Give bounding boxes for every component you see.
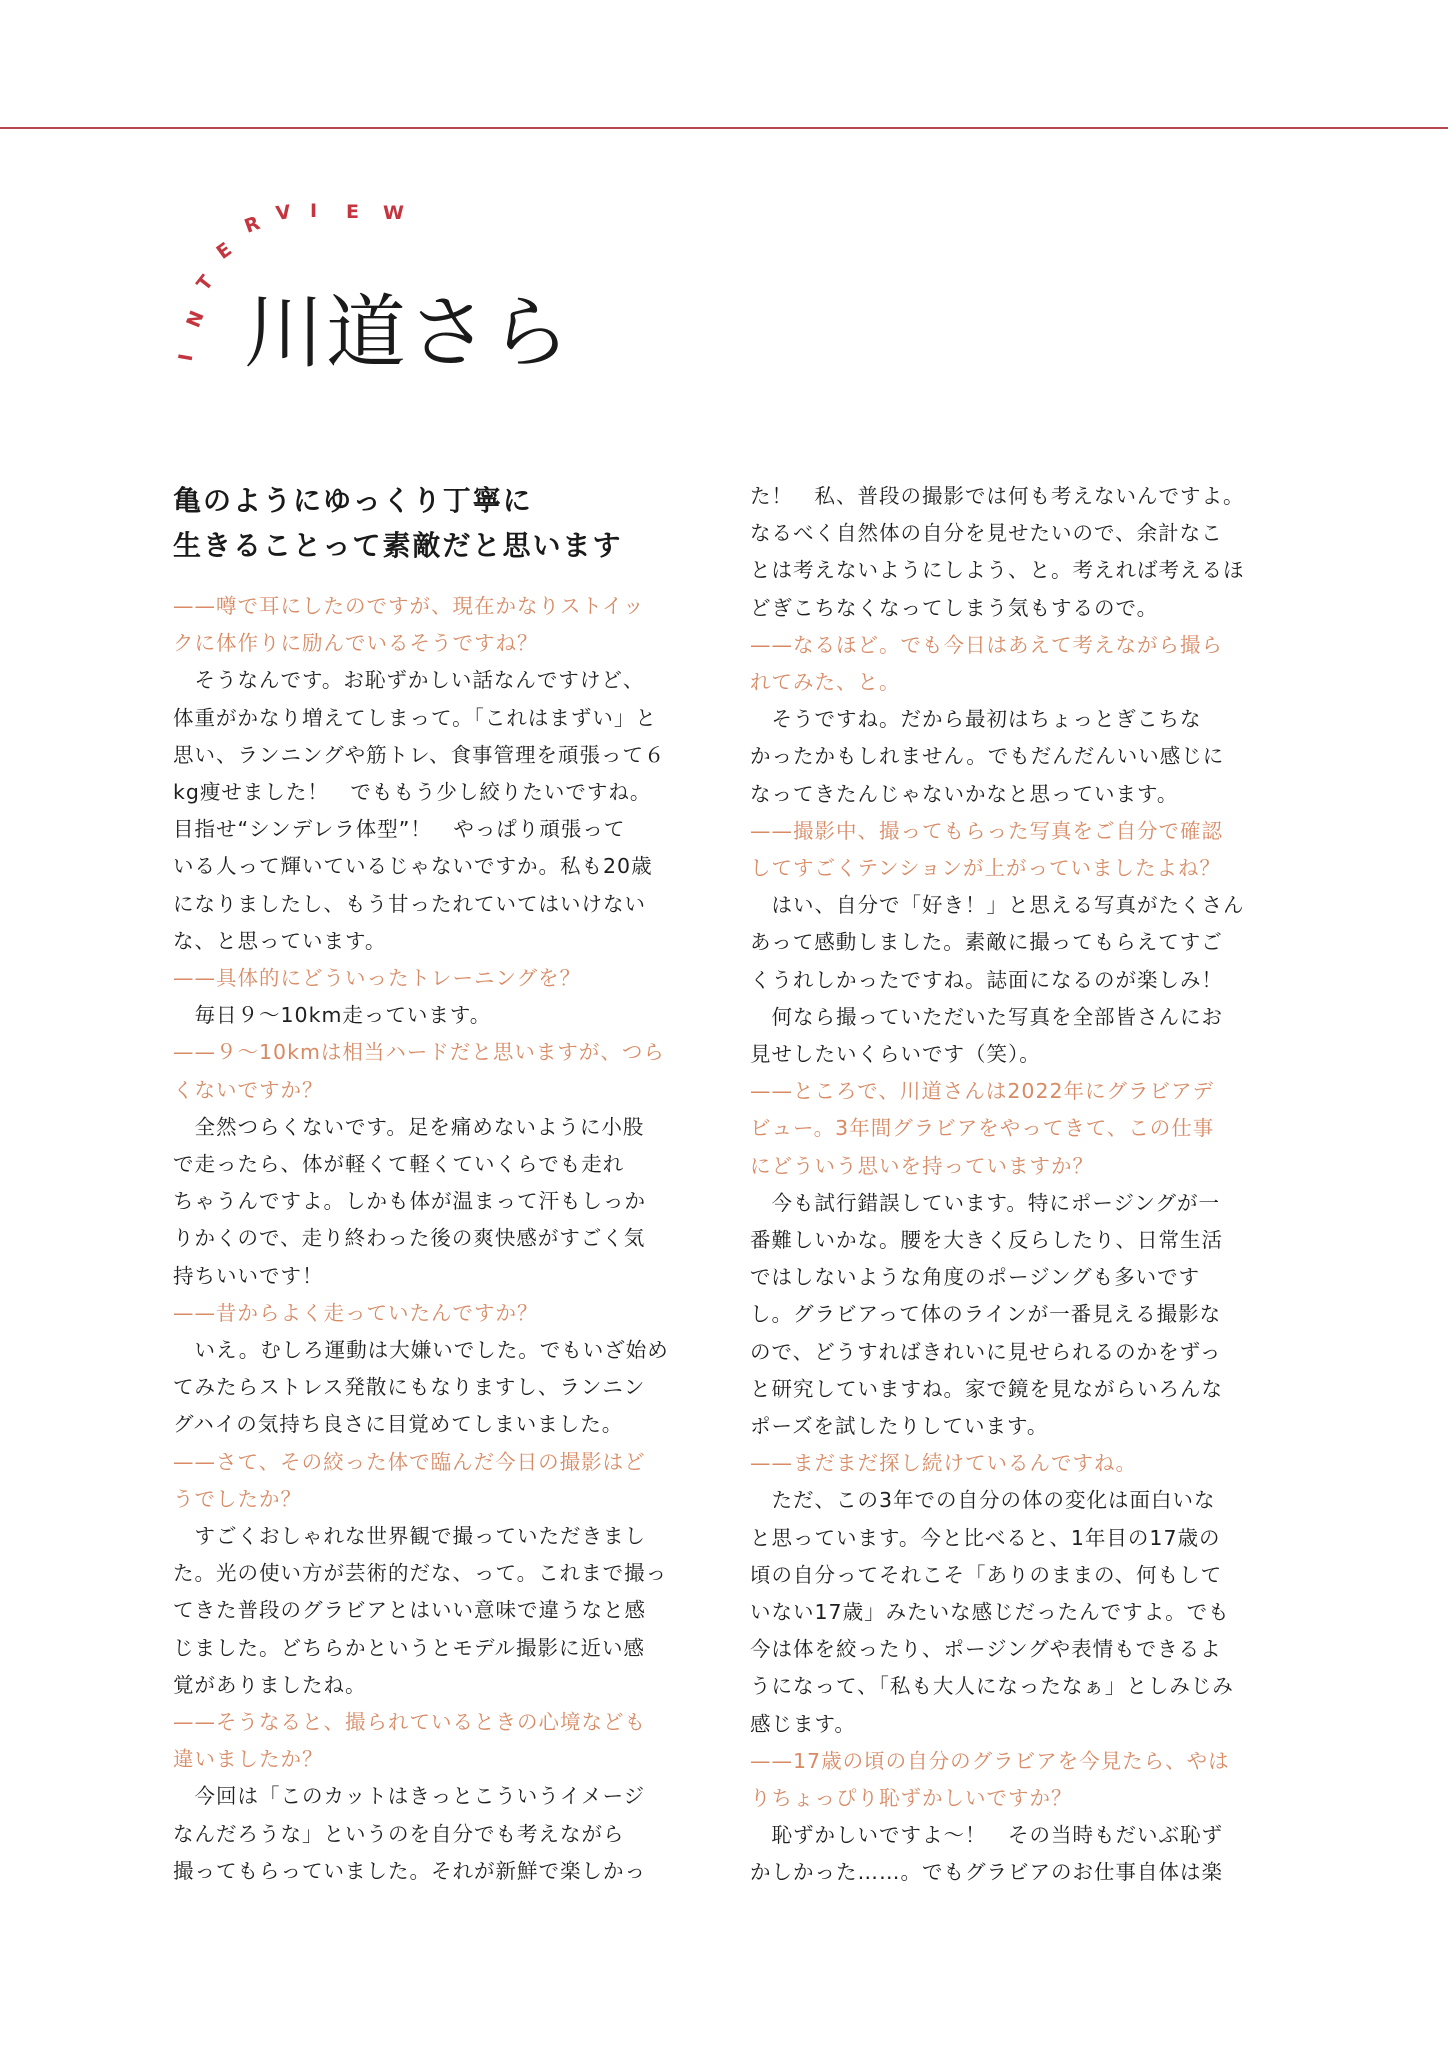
question-line: ——なるほど。でも今日はあえて考えながら撮ら: [750, 632, 1223, 657]
question-line: ——17歳の頃の自分のグラビアを今見たら、やは: [750, 1748, 1230, 1773]
answer-line: ポーズを試したりしています。: [750, 1414, 1049, 1438]
answer-line: 思い、ランニングや筋トレ、食事管理を頑張って６: [173, 742, 666, 767]
answer-line: はい、自分で「好き！」と思える写真がたくさん: [750, 893, 1245, 918]
question-line: 違いましたか？: [173, 1747, 324, 1772]
answer-line: 体重がかなり増えてしまって。「これはまずい」と: [173, 705, 657, 730]
answer-line: かったかもしれません。でもだんだんいい感じに: [750, 744, 1225, 769]
headline-line-1: 亀のようにゆっくり丁寧に: [173, 484, 533, 517]
question-line: くないですか？: [173, 1077, 324, 1102]
answer-line: うになって、「私も大人になったなぁ」としみじみ: [750, 1674, 1234, 1699]
answer-line: てみたらストレス発散にもなりますし、ランニン: [173, 1375, 646, 1400]
interview-letter: I: [310, 200, 318, 222]
answer-line: ので、どうすればきれいに見せられるのかをずっ: [750, 1339, 1222, 1364]
answer-line: し。グラビアって体のラインが一番見える撮影な: [750, 1302, 1222, 1327]
answer-line: グハイの気持ち良さに目覚めてしまいました。: [173, 1412, 624, 1437]
question-line: ビュー。3年間グラビアをやってきて、この仕事: [750, 1116, 1215, 1141]
answer-line: ちゃうんですよ。しかも体が温まって汗もしっか: [173, 1189, 646, 1214]
answer-line: た！ 私、普段の撮影では何も考えないんですよ。: [750, 484, 1245, 508]
question-line: りちょっぴり恥ずかしいですか？: [750, 1786, 1073, 1810]
answer-line: かしかった……。でもグラビアのお仕事自体は楽: [750, 1860, 1223, 1885]
answer-line: 今は体を絞ったり、ポージングや表情もできるよ: [750, 1637, 1222, 1662]
answer-line: なるべく自然体の自分を見せたいので、余計なこ: [750, 521, 1223, 546]
answer-line: 目指せ“シンデレラ体型”！ やっぱり頑張って: [173, 817, 626, 842]
answer-line: いる人って輝いているじゃないですか。私も20歳: [173, 854, 653, 879]
question-line: してすごくテンションが上がっていましたよね？: [750, 856, 1222, 880]
answer-line: 見せしたいくらいです（笑）。: [750, 1042, 1041, 1066]
answer-line: なってきたんじゃないかなと思っています。: [750, 781, 1179, 806]
answer-line: 今も試行錯誤しています。特にポージングが一: [750, 1190, 1221, 1215]
answer-line: と思っています。今と比べると、1年目の17歳の: [750, 1525, 1221, 1550]
answer-line: 持ちいいです！: [173, 1263, 324, 1288]
answer-line: 何なら撮っていただいた写真を全部皆さんにお: [750, 1004, 1223, 1029]
interview-letter: I: [174, 352, 198, 363]
answer-line: とは考えないようにしよう、と。考えれば考えるほ: [750, 558, 1245, 583]
interview-letter: R: [241, 212, 263, 238]
answer-line: なんだろうな」というのを自分でも考えながら: [173, 1821, 625, 1846]
answer-line: くうれしかったですね。誌面になるのが楽しみ！: [750, 967, 1223, 992]
answer-line: ではしないような角度のポージングも多いです: [750, 1265, 1201, 1290]
answer-line: じました。どちらかというとモデル撮影に近い感: [173, 1635, 645, 1660]
interview-letter: T: [192, 271, 218, 296]
question-line: ——撮影中、撮ってもらった写真をご自分で確認: [750, 818, 1223, 843]
answer-line: どぎこちなくなってしまう気もするので。: [750, 595, 1159, 620]
interview-letter: E: [212, 238, 236, 264]
answer-line: そうですね。だから最初はちょっとぎこちな: [750, 707, 1202, 732]
answer-line: てきた普段のグラビアとはいい意味で違うなと感: [173, 1598, 646, 1623]
answer-line: な、と思っています。: [173, 928, 387, 953]
answer-line: ただ、この3年での自分の体の変化は面白いな: [750, 1488, 1216, 1513]
answer-line: 撮ってもらっていました。それが新鮮で楽しかっ: [173, 1858, 646, 1883]
answer-line: いえ。むしろ運動は大嫌いでした。でもいざ始め: [173, 1338, 669, 1362]
answer-line: そうなんです。お恥ずかしい話なんですけど、: [173, 668, 645, 693]
answer-line: kg痩せました！ でももう少し絞りたいですね。: [173, 780, 652, 804]
question-line: ——まだまだ探し続けているんですね。: [750, 1451, 1137, 1476]
interview-letter: N: [182, 307, 209, 331]
interview-letter: V: [274, 201, 293, 225]
answer-line: た。光の使い方が芸術的だな、って。これまで撮っ: [173, 1561, 668, 1586]
answer-line: あって感動しました。素敵に撮ってもらえてすご: [750, 930, 1223, 955]
answer-line: 覚がありましたね。: [173, 1672, 367, 1697]
answer-line: 今回は「このカットはきっとこういうイメージ: [173, 1784, 646, 1809]
question-line: うでしたか？: [173, 1486, 302, 1511]
answer-line: と研究していますね。家で鏡を見ながらいろんな: [750, 1376, 1223, 1401]
answer-line: 全然つらくないです。足を痛めないように小股: [173, 1114, 645, 1139]
question-line: クに体作りに励んでいるそうですね？: [173, 631, 539, 656]
answer-line: で走ったら、体が軽くて軽くていくらでも走れ: [173, 1152, 625, 1176]
question-line: ——昔からよく走っていたんですか？: [173, 1300, 539, 1325]
answer-line: りかくので、走り終わった後の爽快感がすごく気: [173, 1226, 646, 1251]
question-line: ——さて、その絞った体で臨んだ今日の撮影はど: [173, 1449, 646, 1474]
answer-line: 頃の自分ってそれこそ「ありのままの、何もして: [750, 1562, 1223, 1587]
page-title: 川道さら: [244, 286, 572, 379]
answer-line: すごくおしゃれな世界観で撮っていただきまし: [173, 1524, 646, 1548]
question-line: ——そうなると、撮られているときの心境なども: [173, 1710, 646, 1734]
question-line: れてみた、と。: [750, 670, 901, 694]
answer-line: 番難しいかな。腰を大きく反らしたり、日常生活: [750, 1228, 1223, 1252]
question-line: ——具体的にどういったトレーニングを？: [173, 966, 582, 990]
question-line: にどういう思いを持っていますか？: [750, 1153, 1094, 1178]
interview-letter: E: [346, 201, 359, 223]
answer-line: になりましたし、もう甘ったれていてはいけない: [173, 891, 646, 916]
question-line: ——噂で耳にしたのですが、現在かなりストイッ: [173, 594, 645, 618]
top-rule: [0, 127, 1448, 129]
question-line: ——ところで、川道さんは2022年にグラビアデ: [750, 1079, 1215, 1104]
interview-letter: W: [383, 202, 404, 224]
headline: [173, 478, 693, 568]
question-line: ——９〜10kmは相当ハードだと思いますが、つら: [173, 1040, 665, 1065]
answer-line: いない17歳」みたいな感じだったんですよ。でも: [750, 1600, 1230, 1624]
answer-line: 恥ずかしいですよ〜！ その当時もだいぶ恥ず: [750, 1823, 1223, 1848]
answer-line: 感じます。: [750, 1711, 856, 1736]
answer-line: 毎日９〜10km走っています。: [173, 1003, 492, 1028]
headline-line-2: 生きることって素敵だと思います: [173, 529, 623, 562]
